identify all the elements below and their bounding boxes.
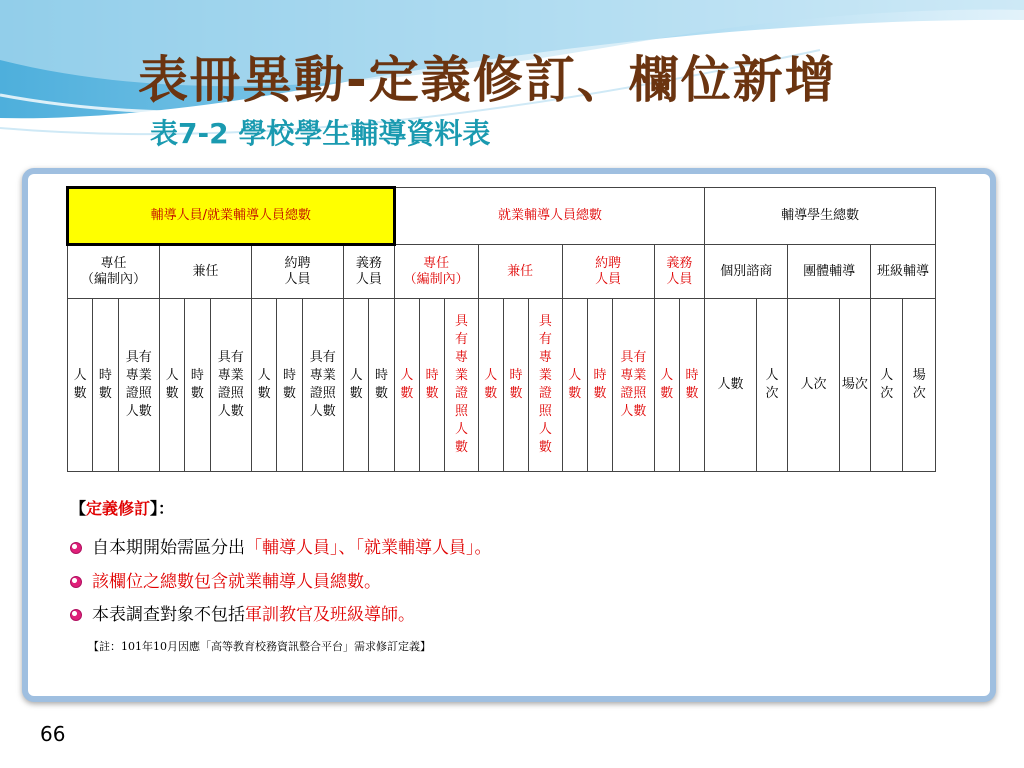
header-individual-counseling: 個別諮商 [705,245,788,299]
leaf-cert: 具有專業證照人數 [125,350,152,419]
leaf-people: 人數 [568,368,582,401]
header-class-counseling: 班級輔導 [871,245,936,299]
header-emp-parttime: 兼任 [478,245,562,299]
leaf-people: 人數 [73,368,87,401]
leaf-people: 人數 [349,368,363,401]
note-item-2 [70,567,381,592]
leaf-people: 人數 [660,368,674,401]
footnote: 【註：101年10月因應「高等教育校務資訊整合平台」需求修訂定義】 [88,640,431,653]
header-contract: 約聘 人員 [252,245,344,299]
leaf-people: 人數 [165,368,179,401]
leaf-class-person-times: 人次 [880,368,894,401]
leaf-hours: 時數 [282,368,296,401]
bullet-icon [70,609,82,621]
bullet-icon [70,576,82,588]
leaf-hours: 時數 [509,368,523,401]
header-emp-volunteer: 義務 人員 [654,245,705,299]
notes-heading-text: 定義修訂 [86,499,151,518]
leaf-individual-people: 人數 [705,299,757,472]
bracket-close: 】： [150,499,175,518]
note-3-text: 本表調查對象不包括 [92,605,245,625]
notes-heading [70,496,174,519]
page-number: 66 [40,722,66,746]
bracket-open: 【 [70,499,87,518]
header-volunteer: 義務 人員 [344,245,395,299]
slide-title: 表冊異動-定義修訂、欄位新增 [138,51,837,109]
header-total-counselors: 輔導人員/就業輔導人員總數 [68,188,395,245]
note-item-1 [70,533,492,558]
leaf-people: 人數 [257,368,271,401]
note-1-highlight: 「輔導人員」、「就業輔導人員」。 [245,538,492,558]
leaf-people: 人數 [484,368,498,401]
leaf-person-times: 人次 [765,368,779,401]
header-students-counseled: 輔導學生總數 [705,188,936,245]
leaf-hours: 時數 [190,368,204,401]
note-3-highlight: 軍訓教官及班級導師。 [245,605,415,625]
leaf-cert: 具有專業證照人數 [217,350,244,419]
note-2-text: 該欄位之總數包含就業輔導人員總數。 [92,572,381,592]
header-parttime: 兼任 [160,245,252,299]
header-fulltime: 專任 （編制內） [68,245,160,299]
leaf-cert: 具有專業證照人數 [538,314,552,455]
header-emp-fulltime: 專任 （編制內） [394,245,478,299]
leaf-group-sessions: 場次 [839,299,870,472]
header-emp-contract: 約聘 人員 [562,245,654,299]
leaf-hours: 時數 [98,368,112,401]
leaf-cert: 具有專業證照人數 [454,314,468,455]
bullet-icon [70,542,82,554]
leaf-group-person-times: 人次 [788,299,840,472]
leaf-hours: 時數 [375,368,389,401]
data-table [66,186,936,472]
leaf-hours: 時數 [425,368,439,401]
leaf-class-sessions: 場次 [912,368,926,401]
note-item-3 [70,600,415,625]
leaf-cert: 具有專業證照人數 [620,350,647,419]
leaf-hours: 時數 [593,368,607,401]
leaf-people: 人數 [400,368,414,401]
header-employment-counselors: 就業輔導人員總數 [394,188,705,245]
header-group-counseling: 團體輔導 [788,245,871,299]
note-1-text: 自本期開始需區分出 [92,538,245,558]
leaf-hours: 時數 [685,368,699,401]
leaf-cert: 具有專業證照人數 [309,350,336,419]
slide-subtitle: 表7-2 學校學生輔導資料表 [150,117,491,150]
